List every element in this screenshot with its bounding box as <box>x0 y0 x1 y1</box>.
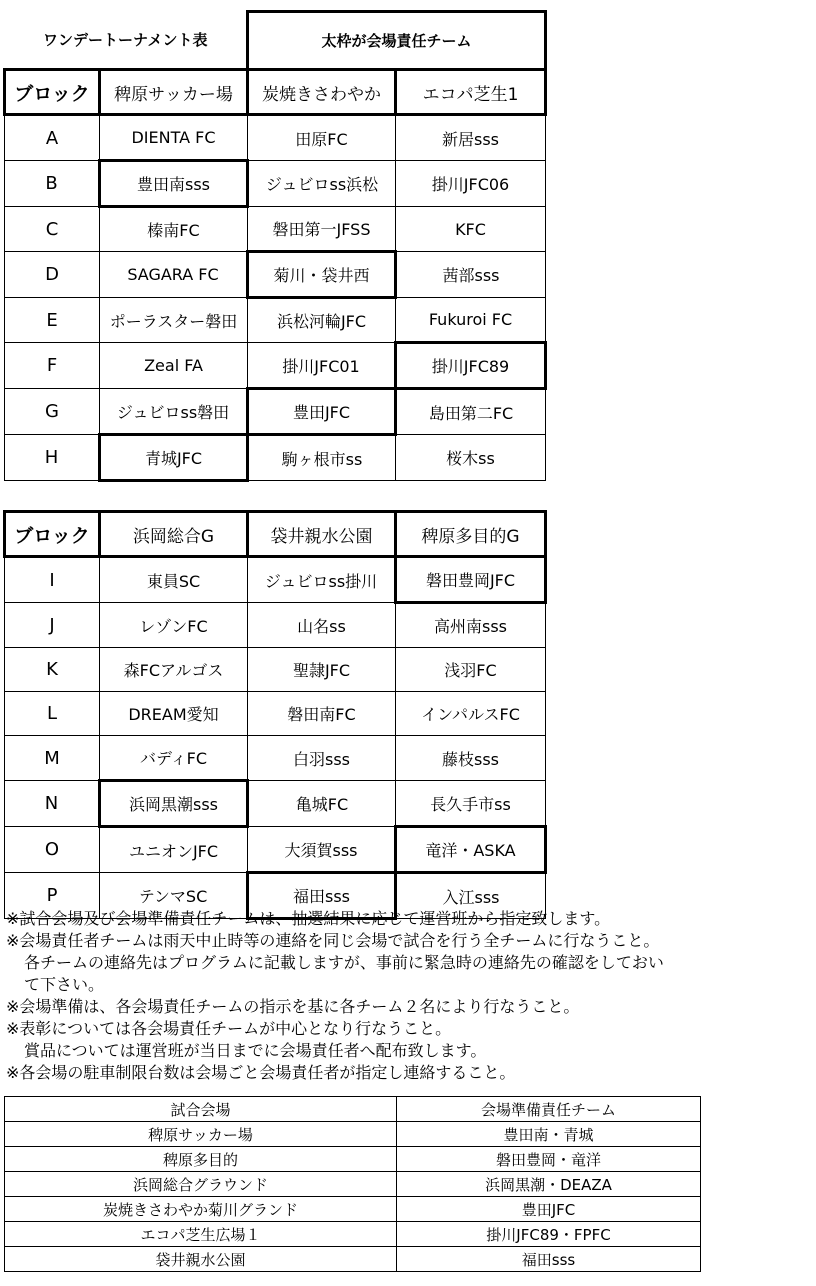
team-cell: 島田第二FC <box>396 389 546 435</box>
table-row <box>5 692 546 736</box>
venue-name: 稗原サッカー場 <box>5 1122 397 1147</box>
block-letter: M <box>5 736 100 781</box>
table-header-row <box>5 1097 701 1122</box>
header-venue: 稗原サッカー場 <box>100 70 248 115</box>
block-letter: L <box>5 692 100 736</box>
note-line: ※会場準備は、各会場責任チームの指示を基に各チーム２名により行なうこと。 <box>6 997 580 1016</box>
block-letter: E <box>5 298 100 343</box>
header-venue: エコパ芝生1 <box>396 70 546 115</box>
team-cell-responsible: 竜洋・ASKA <box>396 827 546 873</box>
team-cell: 入江sss <box>396 873 546 919</box>
block-letter: C <box>5 207 100 252</box>
responsible-team: 豊田JFC <box>397 1197 701 1222</box>
table-row <box>5 827 546 873</box>
team-cell: 田原FC <box>248 115 396 161</box>
venue-name: 浜岡総合グラウンド <box>5 1172 397 1197</box>
header-venue: 稗原多目的G <box>396 512 546 557</box>
tournament-table-2 <box>3 510 547 920</box>
team-cell: KFC <box>396 207 546 252</box>
responsible-team: 磐田豊岡・竜洋 <box>397 1147 701 1172</box>
header-venue: 試合会場 <box>5 1097 397 1122</box>
team-cell: 東員SC <box>100 557 248 603</box>
team-cell: DIENTA FC <box>100 115 248 161</box>
note-line: ※会場責任者チームは雨天中止時等の連絡を同じ会場で試合を行う全チームに行なうこと。 <box>6 931 660 950</box>
block-letter: G <box>5 389 100 435</box>
team-cell: 掛川JFC01 <box>248 343 396 389</box>
block-letter: B <box>5 161 100 207</box>
team-cell: 藤枝sss <box>396 736 546 781</box>
team-cell: ポーラスター磐田 <box>100 298 248 343</box>
team-cell-responsible: 福田sss <box>248 873 396 919</box>
header-block: ブロック <box>5 70 100 115</box>
team-cell: ジュビロss浜松 <box>248 161 396 207</box>
team-cell: 大須賀sss <box>248 827 396 873</box>
block-letter: P <box>5 873 100 919</box>
team-cell: 聖隷JFC <box>248 648 396 692</box>
team-cell-responsible: 浜岡黒潮sss <box>100 781 248 827</box>
team-cell: 榛南FC <box>100 207 248 252</box>
block-letter: K <box>5 648 100 692</box>
team-cell: ジュビロss掛川 <box>248 557 396 603</box>
block-letter: O <box>5 827 100 873</box>
venue-name: 稗原多目的 <box>5 1147 397 1172</box>
team-cell: 駒ヶ根市ss <box>248 435 396 481</box>
team-cell: テンマSC <box>100 873 248 919</box>
venue-name: 袋井親水公園 <box>5 1247 397 1272</box>
table-row <box>5 1172 701 1197</box>
table-row <box>5 343 546 389</box>
block-letter: A <box>5 115 100 161</box>
team-cell: 掛川JFC06 <box>396 161 546 207</box>
table-row <box>5 435 546 481</box>
team-cell: ジュビロss磐田 <box>100 389 248 435</box>
table-row <box>5 298 546 343</box>
table-row <box>5 115 546 161</box>
table-row <box>5 161 546 207</box>
block-letter: F <box>5 343 100 389</box>
table-row <box>5 1222 701 1247</box>
note-line: ※表彰については各会場責任チームが中心となり行なうこと。 <box>6 1019 452 1038</box>
team-cell: 新居sss <box>396 115 546 161</box>
responsible-team: 福田sss <box>397 1247 701 1272</box>
header-venue: 炭焼きさわやか <box>248 70 396 115</box>
note-line: て下さい。 <box>24 975 105 994</box>
team-cell: 磐田第一JFSS <box>248 207 396 252</box>
responsible-team: 浜岡黒潮・DEAZA <box>397 1172 701 1197</box>
team-cell: 浜松河輪JFC <box>248 298 396 343</box>
team-cell: 磐田南FC <box>248 692 396 736</box>
block-letter: D <box>5 252 100 298</box>
team-cell: 白羽sss <box>248 736 396 781</box>
block-letter: H <box>5 435 100 481</box>
page-title: ワンデートーナメント表 <box>43 31 208 50</box>
table-row <box>5 736 546 781</box>
notes-section <box>6 908 806 1084</box>
table-row <box>5 781 546 827</box>
team-cell-responsible: 磐田豊岡JFC <box>396 557 546 603</box>
table-row <box>5 557 546 603</box>
table-row <box>5 1147 701 1172</box>
table-row <box>5 389 546 435</box>
team-cell: 桜木ss <box>396 435 546 481</box>
note-line: ※試合会場及び会場準備責任チームは、抽選結果に応じて運営班から指定致します。 <box>6 909 611 928</box>
team-cell: 森FCアルゴス <box>100 648 248 692</box>
header-venue: 浜岡総合G <box>100 512 248 557</box>
team-cell-responsible: 豊田JFC <box>248 389 396 435</box>
note-line: ※各会場の駐車制限台数は会場ごと会場責任者が指定し連絡すること。 <box>6 1063 516 1082</box>
table-row <box>5 1122 701 1147</box>
team-cell: 浅羽FC <box>396 648 546 692</box>
table-row <box>5 1197 701 1222</box>
table-row <box>5 207 546 252</box>
team-cell: バディFC <box>100 736 248 781</box>
team-cell: レゾンFC <box>100 603 248 648</box>
block-letter: N <box>5 781 100 827</box>
responsible-team: 掛川JFC89・FPFC <box>397 1222 701 1247</box>
team-cell: 長久手市ss <box>396 781 546 827</box>
team-cell: DREAM愛知 <box>100 692 248 736</box>
responsible-team: 豊田南・青城 <box>397 1122 701 1147</box>
team-cell-responsible: 菊川・袋井西 <box>248 252 396 298</box>
venue-name: エコパ芝生広場１ <box>5 1222 397 1247</box>
team-cell-responsible: 青城JFC <box>100 435 248 481</box>
team-cell: 茜部sss <box>396 252 546 298</box>
team-cell: 高州南sss <box>396 603 546 648</box>
team-cell-responsible: 掛川JFC89 <box>396 343 546 389</box>
team-cell: Zeal FA <box>100 343 248 389</box>
table-row <box>5 1247 701 1272</box>
header-block: ブロック <box>5 512 100 557</box>
header-responsible-team: 会場準備責任チーム <box>397 1097 701 1122</box>
legend-note: 太枠が会場責任チーム <box>248 12 546 70</box>
team-cell-responsible: 豊田南sss <box>100 161 248 207</box>
team-cell: インパルスFC <box>396 692 546 736</box>
header-venue: 袋井親水公園 <box>248 512 396 557</box>
team-cell: 亀城FC <box>248 781 396 827</box>
team-cell: 山名ss <box>248 603 396 648</box>
venue-name: 炭焼きさわやか菊川グランド <box>5 1197 397 1222</box>
note-line: 各チームの連絡先はプログラムに記載しますが、事前に緊急時の連絡先の確認をしておい <box>24 953 664 972</box>
table-row <box>5 252 546 298</box>
table-row <box>5 648 546 692</box>
block-letter: I <box>5 557 100 603</box>
team-cell: Fukuroi FC <box>396 298 546 343</box>
tournament-table-1 <box>3 10 547 482</box>
team-cell: ユニオンJFC <box>100 827 248 873</box>
table-row <box>5 603 546 648</box>
venue-responsibility-table <box>4 1096 701 1272</box>
block-letter: J <box>5 603 100 648</box>
team-cell: SAGARA FC <box>100 252 248 298</box>
note-line: 賞品については運営班が当日までに会場責任者へ配布致します。 <box>24 1041 487 1060</box>
